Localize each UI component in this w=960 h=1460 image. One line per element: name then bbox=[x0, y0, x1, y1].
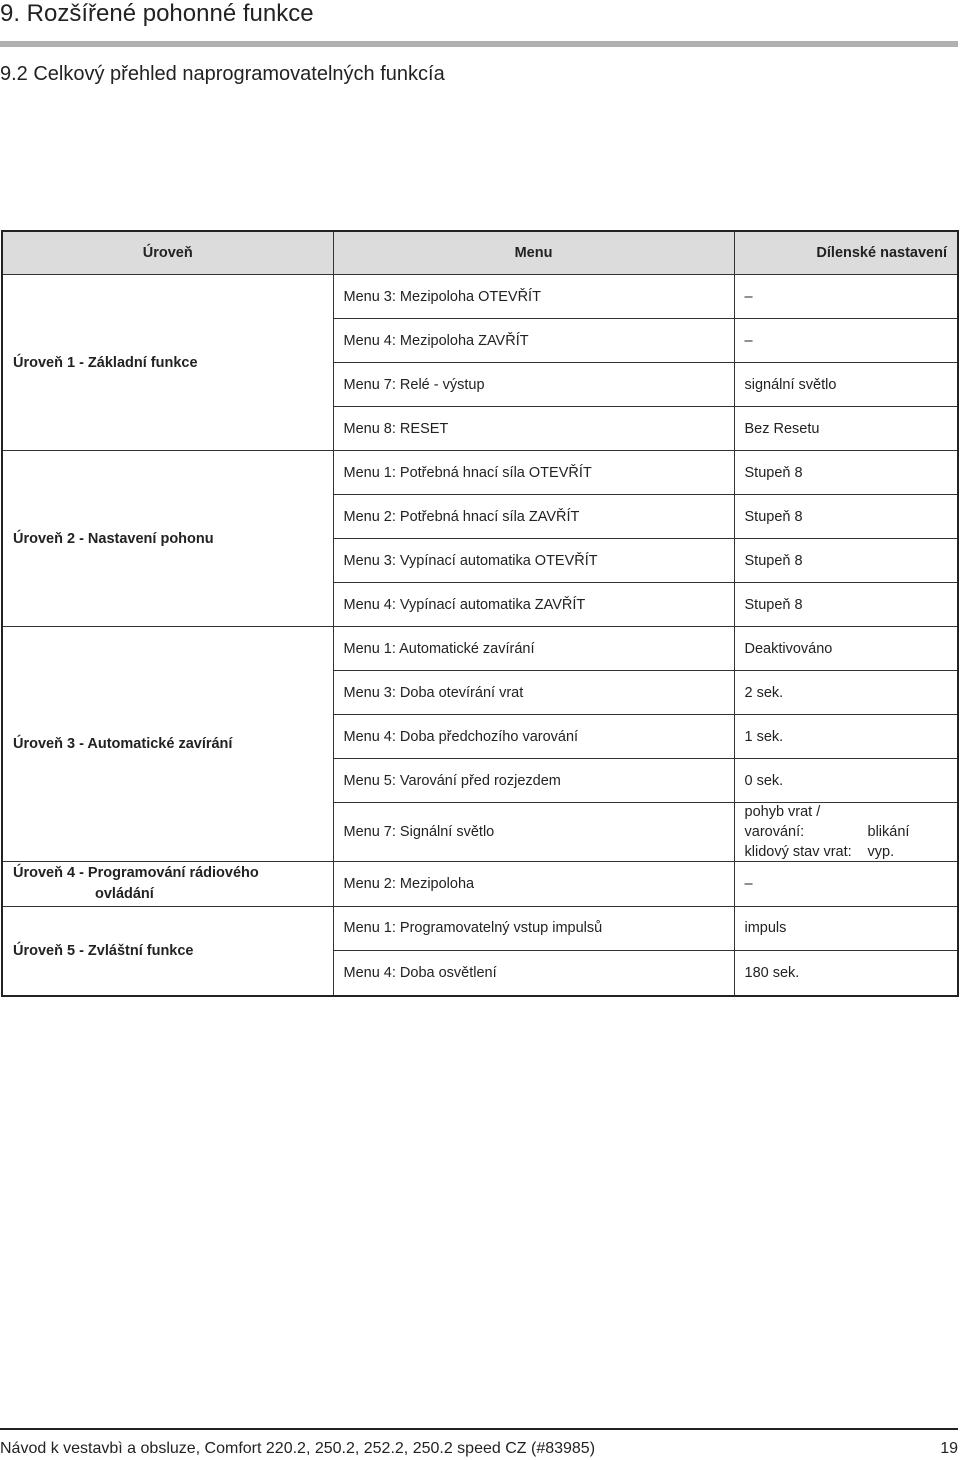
level-1-cell: Úroveň 1 - Základní funkce bbox=[2, 275, 333, 451]
level-2-cell: Úroveň 2 - Nastavení pohonu bbox=[2, 451, 333, 627]
value-cell: Stupeň 8 bbox=[734, 583, 958, 627]
value-line: klidový stav vrat: bbox=[744, 844, 852, 860]
table-row bbox=[2, 862, 958, 907]
value-cell: – bbox=[734, 862, 958, 907]
menu-cell: Menu 7: Signální světlo bbox=[333, 803, 734, 862]
value-cell bbox=[734, 803, 958, 862]
value-line: pohyb vrat / bbox=[744, 804, 821, 820]
functions-table bbox=[1, 230, 959, 997]
level-4-label-cont: ovládání bbox=[95, 886, 154, 902]
value-cell: 2 sek. bbox=[734, 671, 958, 715]
value-cell: impuls bbox=[734, 906, 958, 951]
menu-cell: Menu 3: Mezipoloha OTEVŘÍT bbox=[333, 275, 734, 319]
menu-cell: Menu 4: Vypínací automatika ZAVŘÍT bbox=[333, 583, 734, 627]
menu-cell: Menu 4: Doba předchozího varování bbox=[333, 715, 734, 759]
menu-cell: Menu 2: Mezipoloha bbox=[333, 862, 734, 907]
menu-cell: Menu 7: Relé - výstup bbox=[333, 363, 734, 407]
footer-rule bbox=[0, 1428, 958, 1430]
menu-cell: Menu 1: Automatické zavírání bbox=[333, 627, 734, 671]
value-cell: Stupeň 8 bbox=[734, 451, 958, 495]
level-4-label: Úroveň 4 - Programování rádiového bbox=[13, 865, 259, 881]
value-line: blikání bbox=[867, 824, 910, 840]
value-cell: 1 sek. bbox=[734, 715, 958, 759]
header-default: Dílenské nastavení bbox=[734, 231, 958, 275]
menu-cell: Menu 1: Potřebná hnací síla OTEVŘÍT bbox=[333, 451, 734, 495]
value-cell: Stupeň 8 bbox=[734, 495, 958, 539]
header-level: Úroveň bbox=[2, 231, 333, 275]
value-line: vyp. bbox=[867, 844, 895, 860]
value-cell: 180 sek. bbox=[734, 951, 958, 996]
level-4-5-cell bbox=[2, 862, 333, 997]
menu-cell: Menu 4: Mezipoloha ZAVŘÍT bbox=[333, 319, 734, 363]
menu-cell: Menu 8: RESET bbox=[333, 407, 734, 451]
table-row bbox=[2, 627, 958, 671]
value-cell: – bbox=[734, 319, 958, 363]
chapter-title: 9. Rozšířené pohonné funkce bbox=[0, 0, 314, 27]
header-menu: Menu bbox=[333, 231, 734, 275]
value-cell: 0 sek. bbox=[734, 759, 958, 803]
page-number: 19 bbox=[940, 1440, 958, 1457]
value-cell: – bbox=[734, 275, 958, 319]
table-row bbox=[2, 451, 958, 495]
value-cell: Bez Resetu bbox=[734, 407, 958, 451]
menu-cell: Menu 4: Doba osvětlení bbox=[333, 951, 734, 996]
value-cell: signální světlo bbox=[734, 363, 958, 407]
table-row bbox=[2, 275, 958, 319]
menu-cell: Menu 1: Programovatelný vstup impulsů bbox=[333, 906, 734, 951]
section-title: 9.2 Celkový přehled naprogramovatelných funkcía bbox=[0, 63, 445, 85]
header-rule bbox=[0, 41, 958, 47]
value-cell: Stupeň 8 bbox=[734, 539, 958, 583]
level-5-label: Úroveň 5 - Zvláštní funkce bbox=[13, 943, 194, 959]
menu-cell: Menu 2: Potřebná hnací síla ZAVŘÍT bbox=[333, 495, 734, 539]
value-cell: Deaktivováno bbox=[734, 627, 958, 671]
menu-cell: Menu 5: Varování před rozjezdem bbox=[333, 759, 734, 803]
footer-text: Návod k vestavbì a obsluze, Comfort 220.2, 250.2, 252.2, 250.2 speed CZ (#83985) bbox=[0, 1440, 596, 1457]
level-3-cell: Úroveň 3 - Automatické zavírání bbox=[2, 627, 333, 862]
menu-cell: Menu 3: Vypínací automatika OTEVŘÍT bbox=[333, 539, 734, 583]
table-header-row bbox=[2, 231, 958, 275]
menu-cell: Menu 3: Doba otevírání vrat bbox=[333, 671, 734, 715]
value-line: varování: bbox=[744, 824, 805, 840]
